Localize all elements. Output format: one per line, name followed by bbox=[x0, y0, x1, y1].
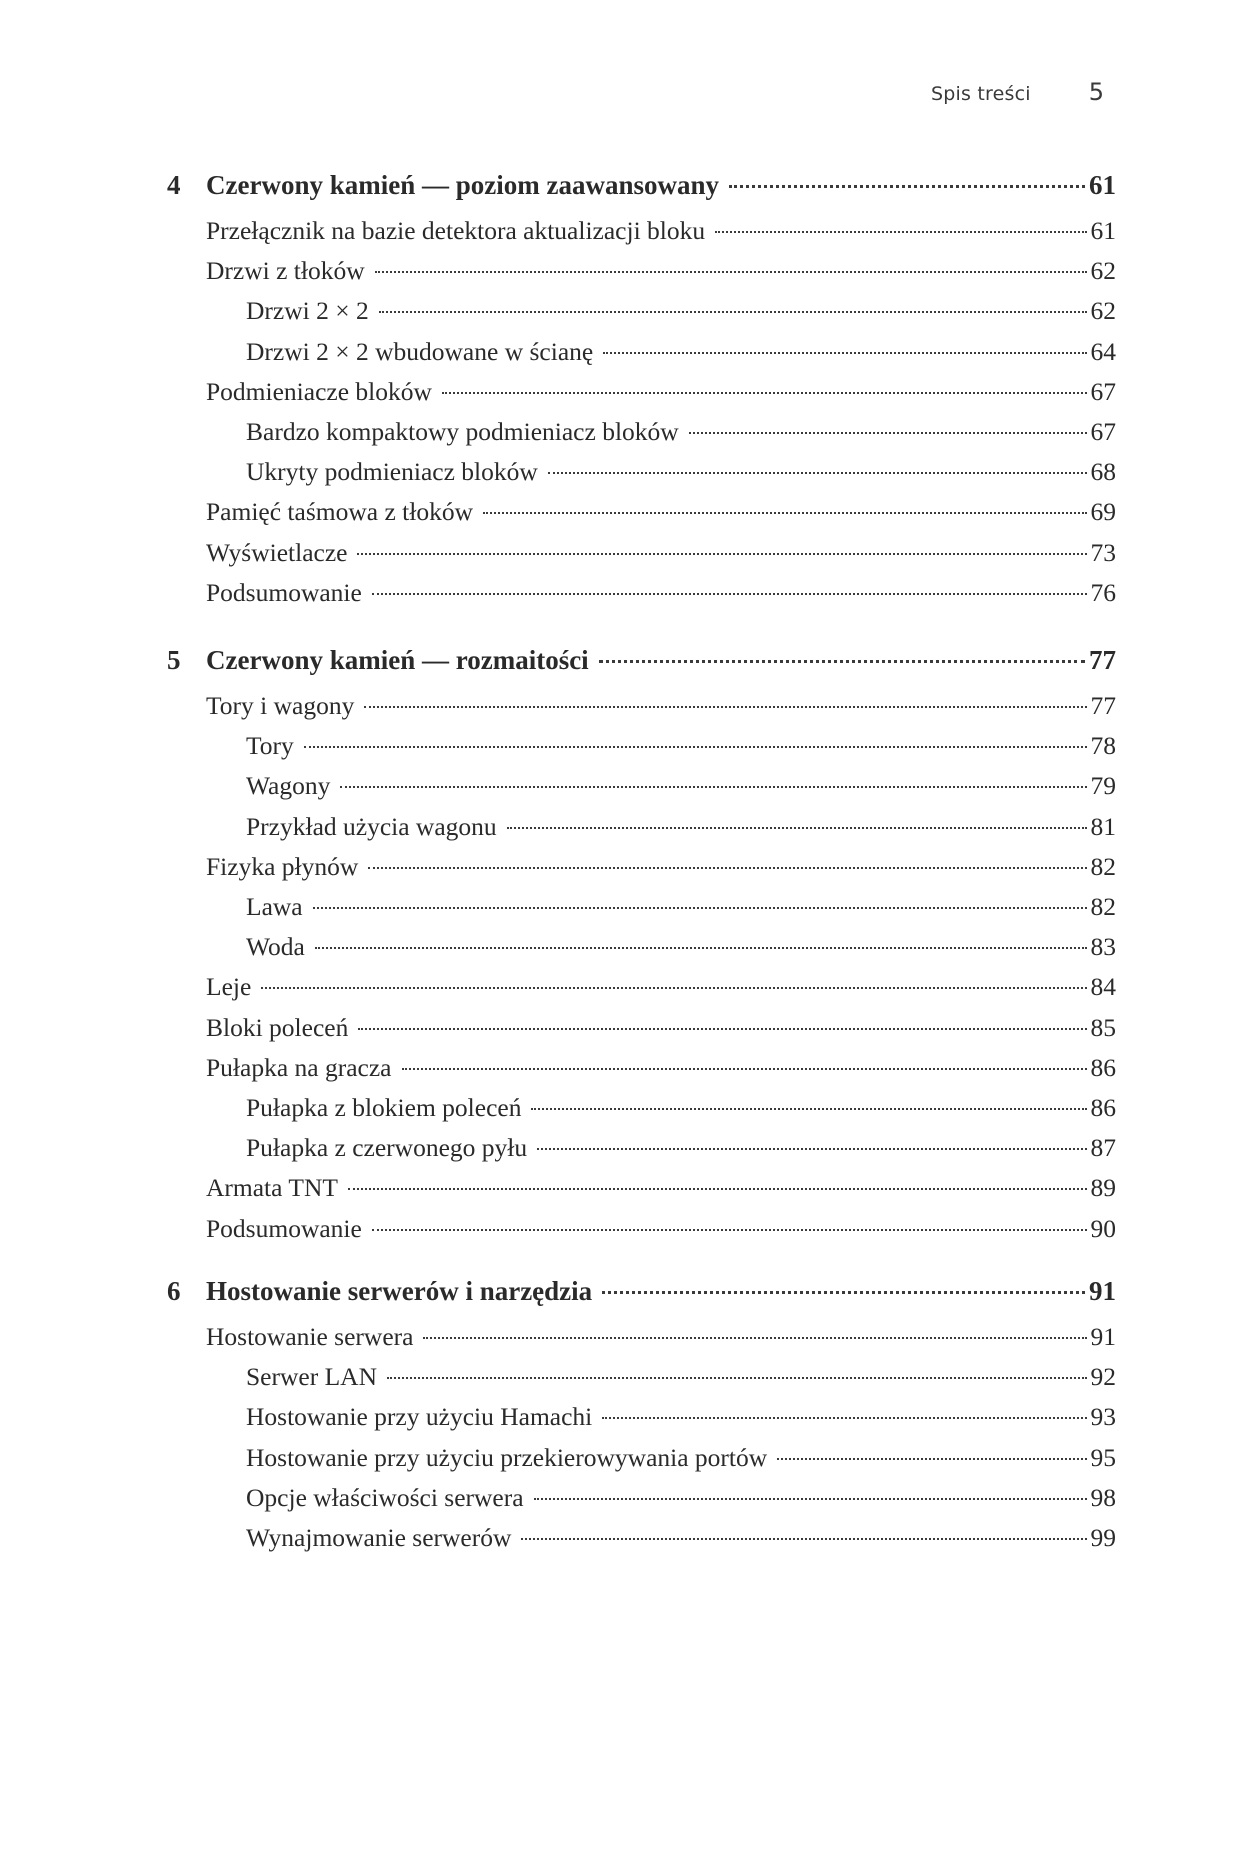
toc-entry[interactable] bbox=[206, 852, 1116, 888]
toc-entry[interactable] bbox=[206, 1322, 1116, 1358]
toc-subentry-page-number: 79 bbox=[1090, 771, 1116, 801]
toc-entry-page-number: 61 bbox=[1090, 216, 1116, 245]
chapter-number: 4 bbox=[167, 170, 181, 200]
toc-entry-title: Pułapka na gracza bbox=[206, 1052, 392, 1082]
toc-subentry[interactable] bbox=[246, 1093, 1116, 1129]
dot-leader bbox=[261, 971, 1086, 989]
dot-leader bbox=[777, 1442, 1086, 1460]
toc-entry-title: Podsumowanie bbox=[206, 1213, 362, 1243]
toc-subentry-page-number: 68 bbox=[1090, 457, 1116, 487]
dot-leader bbox=[599, 644, 1085, 663]
dot-leader bbox=[548, 456, 1087, 474]
toc-entry-page-number: 82 bbox=[1090, 851, 1116, 881]
toc-entry[interactable] bbox=[206, 1214, 1116, 1250]
toc-subentry-title: Lawa bbox=[246, 892, 303, 921]
dot-leader bbox=[375, 255, 1087, 273]
dot-leader bbox=[358, 1012, 1086, 1030]
dot-leader bbox=[313, 891, 1087, 909]
dot-leader bbox=[423, 1321, 1086, 1339]
toc-subentry-page-number: 78 bbox=[1090, 731, 1116, 761]
toc-subentry[interactable] bbox=[246, 932, 1116, 968]
toc-subentry[interactable] bbox=[246, 771, 1116, 807]
toc-entry-page-number: 85 bbox=[1090, 1012, 1116, 1042]
running-head bbox=[931, 78, 1104, 106]
toc-entry-page-number: 69 bbox=[1090, 497, 1116, 527]
toc-entry-page-number: 76 bbox=[1090, 577, 1116, 607]
dot-leader bbox=[729, 169, 1085, 188]
toc-subentry-page-number: 95 bbox=[1090, 1442, 1116, 1472]
toc-subentry-page-number: 62 bbox=[1090, 296, 1116, 326]
toc-subentry[interactable] bbox=[246, 1443, 1116, 1479]
dot-leader bbox=[537, 1132, 1086, 1150]
chapter-heading-page-number: 77 bbox=[1089, 645, 1116, 675]
toc-entry[interactable] bbox=[206, 578, 1116, 614]
toc-subentry-title: Hostowanie przy użyciu Hamachi bbox=[246, 1402, 593, 1432]
dot-leader bbox=[357, 537, 1086, 555]
toc-subentry-page-number: 92 bbox=[1090, 1362, 1116, 1392]
toc-subentry-title: Ukryty podmieniacz bloków bbox=[246, 457, 538, 487]
toc-subentry[interactable] bbox=[246, 892, 1116, 928]
dot-leader bbox=[602, 1275, 1085, 1294]
toc-entry-title: Przełącznik na bazie detektora aktualizacji bloku bbox=[206, 216, 706, 245]
toc-entry[interactable] bbox=[206, 1013, 1116, 1049]
chapter-heading-title: Czerwony kamień — poziom zaawansowany bbox=[206, 170, 719, 200]
toc-subentry-page-number: 67 bbox=[1090, 417, 1116, 446]
toc-subentry-page-number: 99 bbox=[1090, 1523, 1116, 1552]
dot-leader bbox=[402, 1052, 1087, 1070]
toc-entry[interactable] bbox=[206, 377, 1116, 413]
dot-leader bbox=[521, 1522, 1086, 1540]
toc-entry[interactable] bbox=[206, 538, 1116, 574]
dot-leader bbox=[340, 770, 1086, 788]
toc-subentry[interactable] bbox=[246, 1362, 1116, 1398]
toc-entry-title: Pamięć taśmowa z tłoków bbox=[206, 497, 473, 527]
toc-subentry-page-number: 82 bbox=[1090, 892, 1116, 921]
toc-subentry[interactable] bbox=[246, 417, 1116, 453]
dot-leader bbox=[531, 1092, 1086, 1110]
toc-entry[interactable] bbox=[206, 497, 1116, 533]
toc-subentry-title: Opcje właściwości serwera bbox=[246, 1482, 524, 1512]
dot-leader bbox=[715, 215, 1086, 233]
dot-leader bbox=[387, 1361, 1087, 1379]
toc-subentry-title: Drzwi 2 × 2 wbudowane w ścianę bbox=[246, 336, 594, 366]
dot-leader bbox=[483, 496, 1087, 514]
dot-leader bbox=[507, 811, 1087, 829]
chapter-heading-title: Hostowanie serwerów i narzędzia bbox=[206, 1276, 593, 1306]
toc-subentry[interactable] bbox=[246, 1402, 1116, 1438]
toc-entry-title: Podmieniacze bloków bbox=[206, 376, 432, 406]
toc-entry[interactable] bbox=[206, 691, 1116, 727]
toc-entry-title: Leje bbox=[206, 972, 252, 1002]
chapter-heading[interactable] bbox=[206, 1276, 1116, 1312]
dot-leader bbox=[689, 416, 1087, 434]
toc-entry-title: Tory i wagony bbox=[206, 691, 355, 720]
toc-entry-page-number: 67 bbox=[1090, 376, 1116, 406]
toc-entry[interactable] bbox=[206, 1053, 1116, 1089]
toc-subentry-page-number: 81 bbox=[1090, 811, 1116, 841]
toc-subentry-title: Pułapka z blokiem poleceń bbox=[246, 1093, 522, 1122]
toc-entry-title: Fizyka płynów bbox=[206, 851, 359, 881]
chapter-number: 5 bbox=[167, 645, 181, 675]
toc-entry-page-number: 84 bbox=[1090, 972, 1116, 1002]
chapter-heading-page-number: 91 bbox=[1089, 1276, 1116, 1306]
toc-subentry-page-number: 93 bbox=[1090, 1402, 1116, 1432]
dot-leader bbox=[379, 295, 1087, 313]
chapter-heading-title: Czerwony kamień — rozmaitości bbox=[206, 645, 589, 675]
toc-subentry[interactable] bbox=[246, 812, 1116, 848]
toc-entry[interactable] bbox=[206, 216, 1116, 252]
dot-leader bbox=[602, 1401, 1086, 1419]
dot-leader bbox=[442, 376, 1087, 394]
toc-subentry-title: Przykład użycia wagonu bbox=[246, 811, 497, 841]
chapter-number: 6 bbox=[167, 1276, 181, 1306]
toc-subentry-page-number: 98 bbox=[1090, 1482, 1116, 1512]
toc-subentry[interactable] bbox=[246, 1523, 1116, 1559]
toc-entry-page-number: 86 bbox=[1090, 1052, 1116, 1082]
dot-leader bbox=[348, 1172, 1087, 1190]
chapter-heading-page-number: 61 bbox=[1089, 170, 1116, 200]
toc-entry-title: Hostowanie serwera bbox=[206, 1322, 414, 1351]
toc-subentry[interactable] bbox=[246, 1483, 1116, 1519]
toc-subentry-page-number: 86 bbox=[1090, 1093, 1116, 1122]
toc-entry-page-number: 90 bbox=[1090, 1213, 1116, 1243]
toc-entry-page-number: 73 bbox=[1090, 537, 1116, 567]
toc-subentry-title: Drzwi 2 × 2 bbox=[246, 296, 369, 326]
dot-leader bbox=[372, 577, 1087, 595]
chapter-heading[interactable] bbox=[206, 645, 1116, 681]
toc-subentry-page-number: 64 bbox=[1090, 336, 1116, 366]
toc-subentry-title: Bardzo kompaktowy podmieniacz bloków bbox=[246, 417, 679, 446]
toc-entry-title: Bloki poleceń bbox=[206, 1012, 349, 1042]
toc-entry[interactable] bbox=[206, 972, 1116, 1008]
toc-entry-page-number: 91 bbox=[1090, 1322, 1116, 1351]
toc-subentry-page-number: 83 bbox=[1090, 932, 1116, 962]
page-number: 5 bbox=[1088, 78, 1104, 106]
toc-entry-title: Wyświetlacze bbox=[206, 537, 348, 567]
toc-subentry[interactable] bbox=[246, 1133, 1116, 1169]
chapter-heading[interactable] bbox=[206, 170, 1116, 206]
toc-subentry[interactable] bbox=[246, 296, 1116, 332]
toc-entry[interactable] bbox=[206, 256, 1116, 292]
toc-subentry-title: Hostowanie przy użyciu przekierowywania portów bbox=[246, 1442, 768, 1472]
toc-subentry-title: Woda bbox=[246, 932, 305, 962]
dot-leader bbox=[534, 1482, 1087, 1500]
toc-subentry-title: Tory bbox=[246, 731, 294, 761]
toc-subentry-title: Wagony bbox=[246, 771, 331, 801]
dot-leader bbox=[368, 851, 1086, 869]
toc-entry[interactable] bbox=[206, 1173, 1116, 1209]
toc-subentry-title: Wynajmowanie serwerów bbox=[246, 1523, 512, 1552]
dot-leader bbox=[304, 730, 1087, 748]
toc-entry-title: Podsumowanie bbox=[206, 577, 362, 607]
running-head-title: Spis treści bbox=[931, 83, 1031, 105]
dot-leader bbox=[364, 690, 1086, 708]
toc-subentry[interactable] bbox=[246, 457, 1116, 493]
toc-entry-page-number: 77 bbox=[1090, 691, 1116, 720]
toc-subentry-title: Pułapka z czerwonego pyłu bbox=[246, 1133, 528, 1163]
toc-subentry[interactable] bbox=[246, 731, 1116, 767]
toc-entry-page-number: 62 bbox=[1090, 256, 1116, 286]
toc-entry-page-number: 89 bbox=[1090, 1173, 1116, 1203]
dot-leader bbox=[315, 931, 1087, 949]
dot-leader bbox=[372, 1213, 1087, 1231]
toc-entry-title: Drzwi z tłoków bbox=[206, 256, 365, 286]
toc-subentry[interactable] bbox=[246, 337, 1116, 373]
toc-subentry-title: Serwer LAN bbox=[246, 1362, 377, 1392]
toc-subentry-page-number: 87 bbox=[1090, 1133, 1116, 1163]
toc-entry-title: Armata TNT bbox=[206, 1173, 338, 1203]
dot-leader bbox=[603, 336, 1086, 354]
